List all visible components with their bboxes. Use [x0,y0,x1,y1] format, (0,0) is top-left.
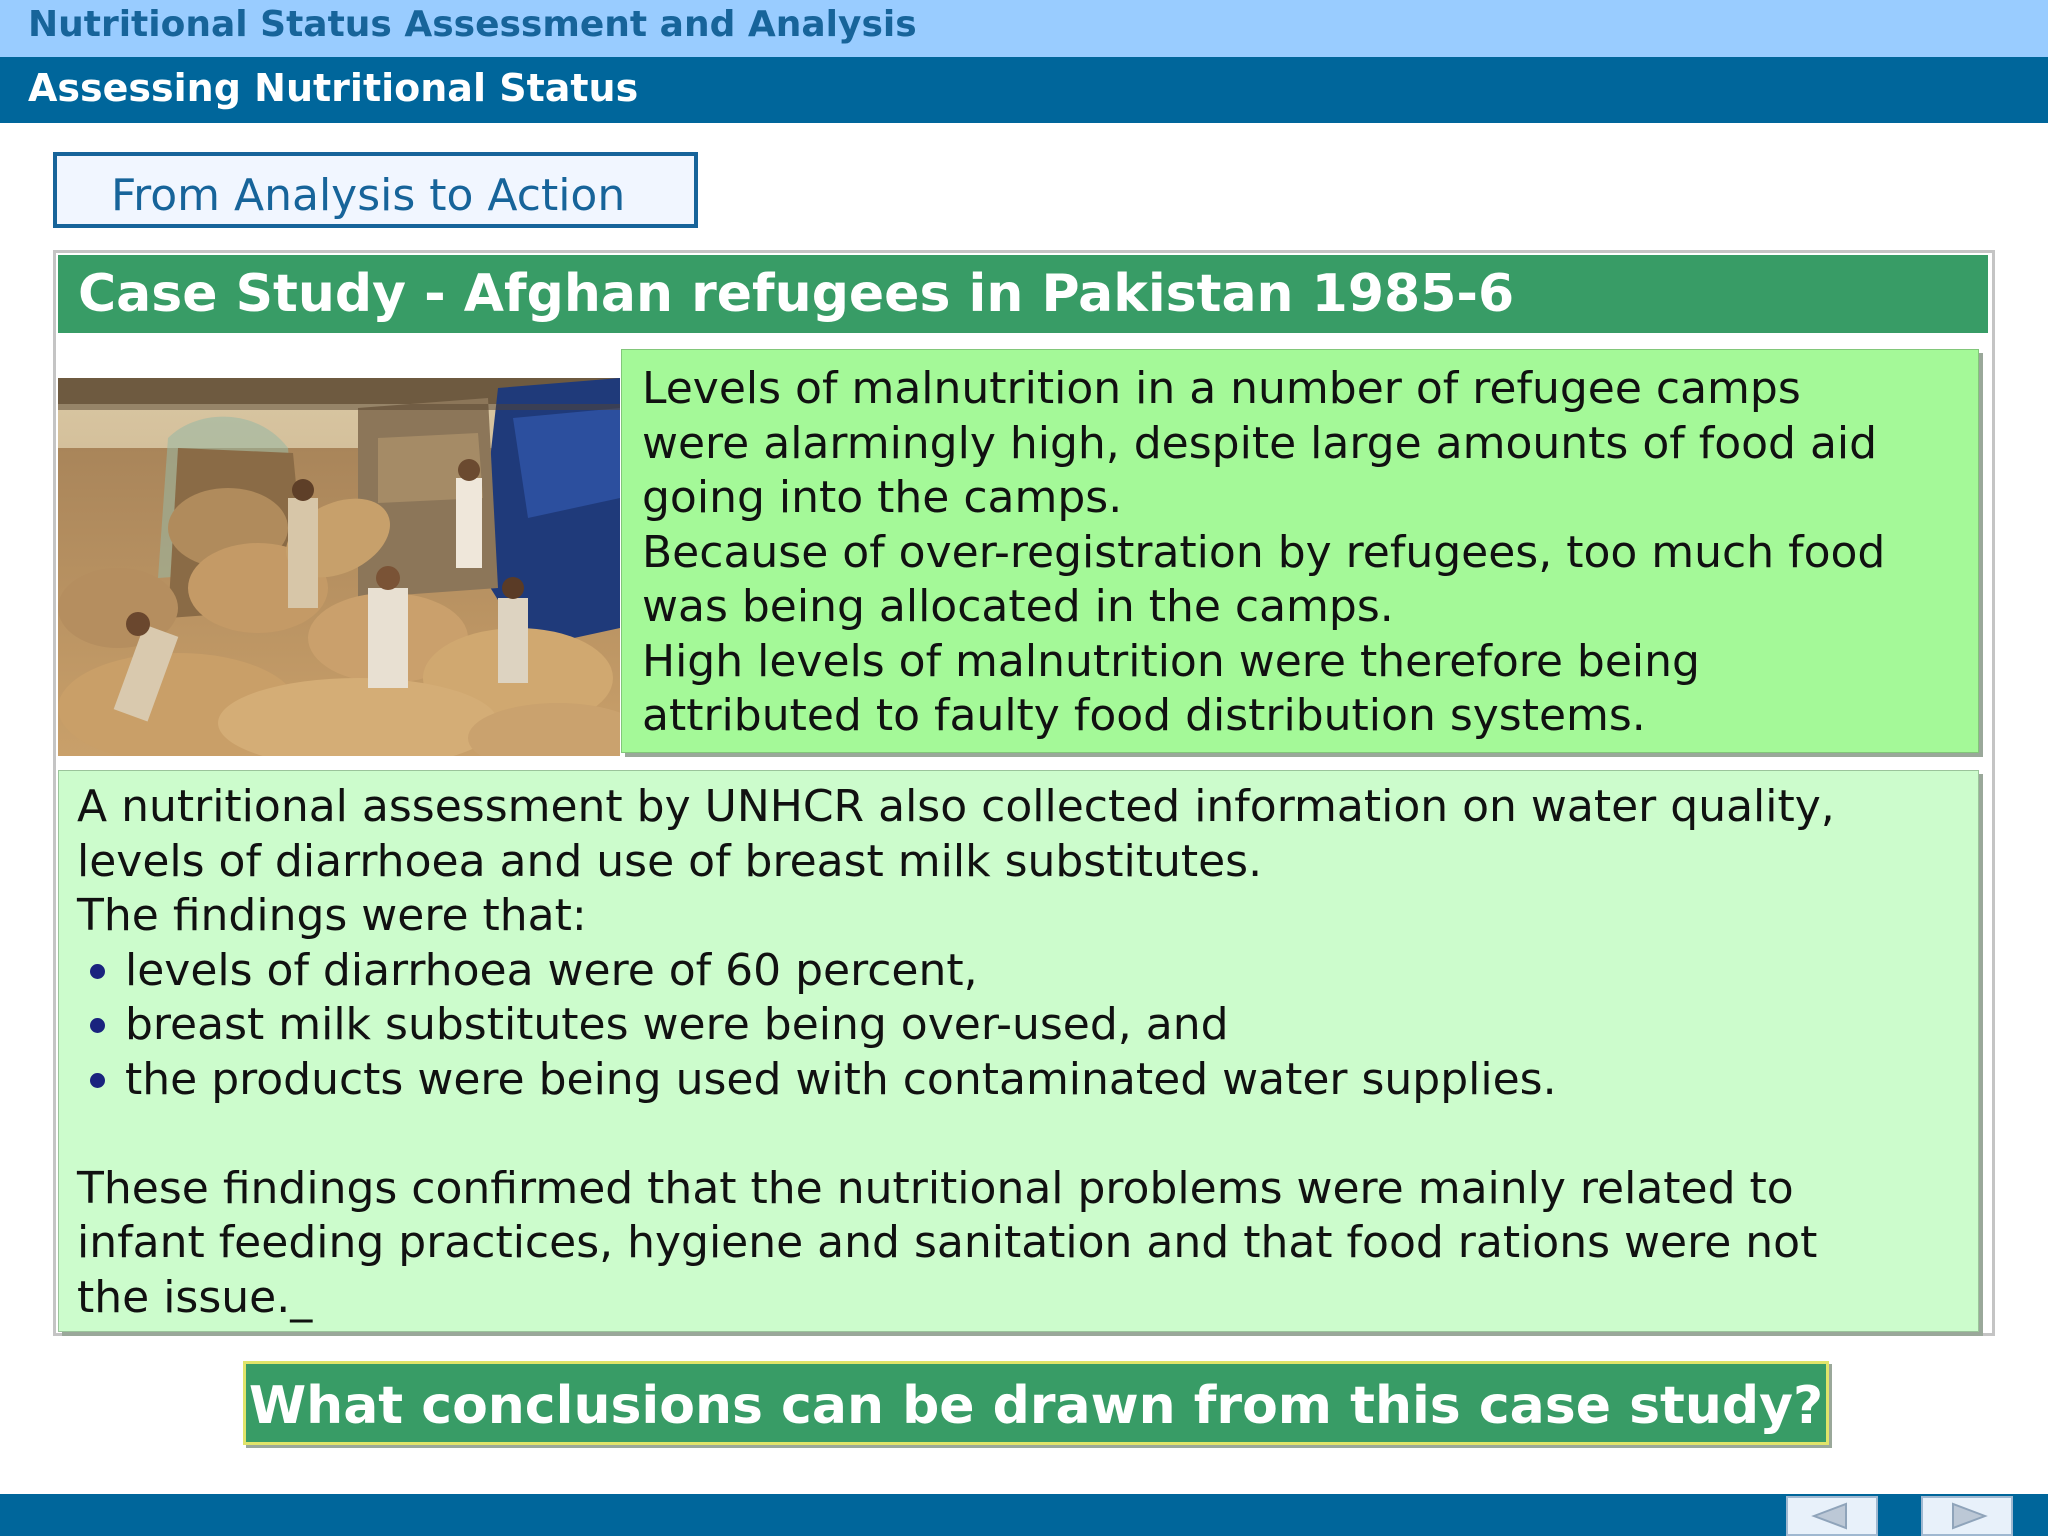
arrow-left-icon [1788,1498,1876,1534]
spacer [77,1107,1967,1162]
assessment-line: levels of diarrhoea and use of breast milk substitutes. [77,835,1263,887]
case-intro-box [621,349,1979,753]
case-study-title: Case Study - Afghan refugees in Pakistan 1985-6 [78,264,1515,324]
case-study-header [58,255,1988,333]
back-button[interactable] [1786,1496,1878,1536]
assessment-text [77,780,1967,1325]
assessment-line: The findings were that: [77,890,587,941]
conclusion-line: These findings confirmed that the nutritional problems were mainly related to [77,1162,1794,1214]
finding-item [77,944,1967,999]
section-label-box [53,152,698,228]
bullet-icon [90,1073,105,1088]
module-title-bar [0,57,2048,123]
assessment-findings-box [58,770,1979,1332]
refugee-food-aid-photo [58,378,620,756]
navigation-bar [0,1494,2048,1536]
finding-item [77,998,1967,1053]
conclusion-line: infant feeding practices, hygiene and sanitation and that food rations were not [77,1217,1818,1268]
intro-line: High levels of malnutrition were therefore being [642,635,1700,687]
intro-line: attributed to faulty food distribution systems. [642,690,1646,741]
arrow-right-icon [1923,1498,2011,1534]
bullet-icon [90,1018,105,1033]
intro-line: Because of over-registration by refugees, too much food [642,526,1886,578]
finding-text: levels of diarrhoea were of 60 percent, [125,944,978,996]
text-cursor-mark: _ [290,1271,313,1323]
intro-line: Levels of malnutrition in a number of refugee camps [642,363,1801,414]
intro-line: going into the camps. [642,472,1123,523]
intro-line: was being allocated in the camps. [642,581,1394,632]
section-label: From Analysis to Action [111,170,626,221]
case-intro-text [642,362,1972,744]
course-title: Nutritional Status Assessment and Analysis [28,4,917,45]
module-title: Assessing Nutritional Status [28,66,639,110]
finding-text: breast milk substitutes were being over-used, and [125,999,1229,1050]
finding-item [77,1053,1967,1108]
course-title-bar [0,0,2048,57]
next-button[interactable] [1921,1496,2013,1536]
intro-line: were alarmingly high, despite large amounts of food aid [642,417,1878,469]
bullet-icon [90,964,105,979]
assessment-line: A nutritional assessment by UNHCR also collected information on water quality, [77,781,1835,832]
question-text: What conclusions can be drawn from this case study? [248,1376,1824,1436]
conclusion-line: the issue. [77,1271,291,1323]
finding-text: the products were being used with contaminated water supplies. [125,1053,1557,1105]
question-banner [243,1361,1829,1445]
